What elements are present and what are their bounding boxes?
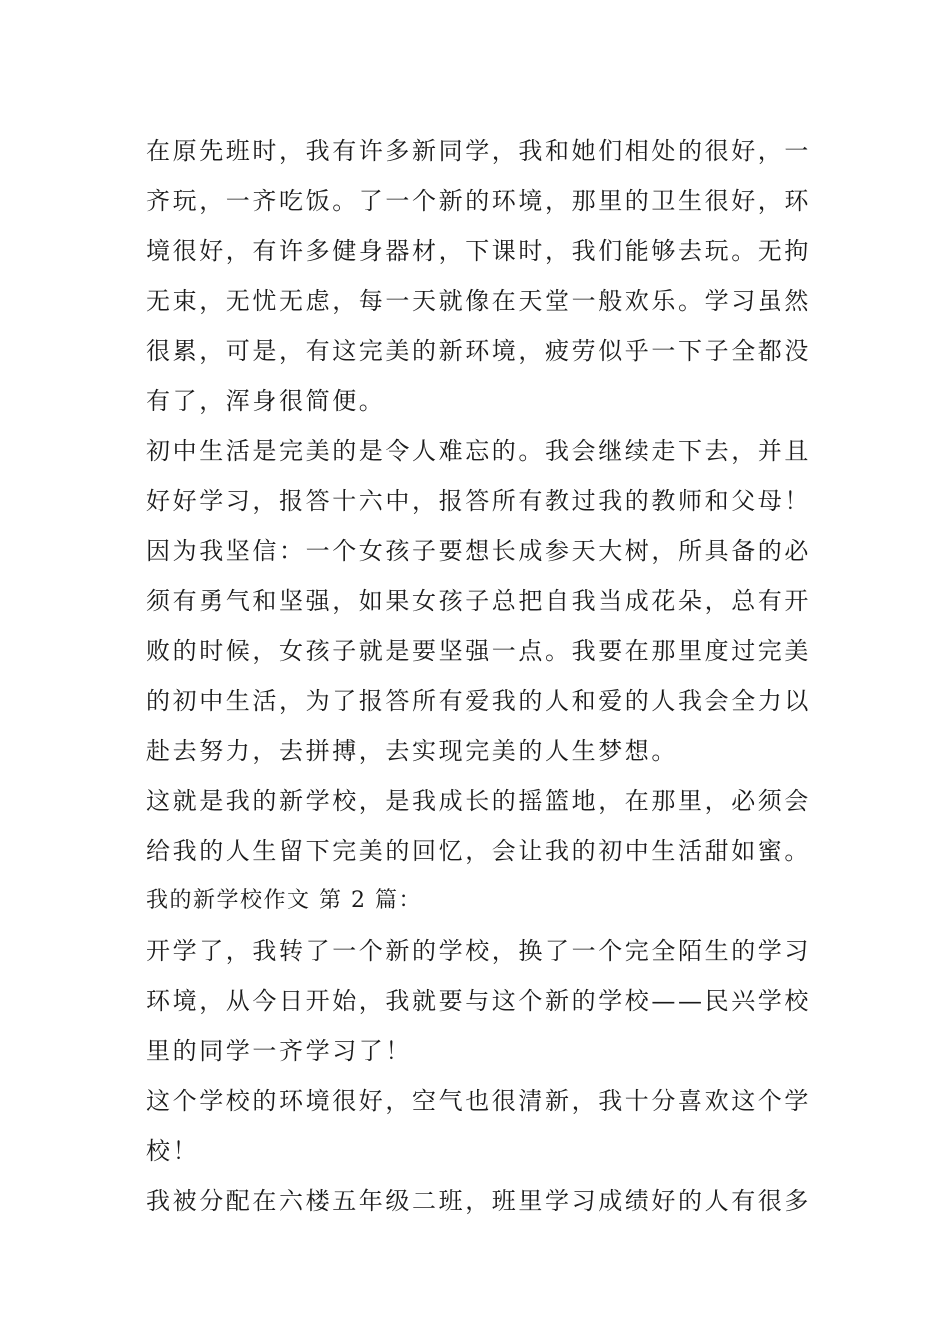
text-line: 我被分配在六楼五年级二班，班里学习成绩好的人有很多	[146, 1187, 811, 1215]
text-line: 齐玩，一齐吃饭。了一个新的环境，那里的卫生很好，环	[146, 187, 811, 215]
text-line: 这个学校的环境很好，空气也很清新，我十分喜欢这个学	[146, 1087, 811, 1115]
essay-body	[146, 126, 810, 1226]
text-line: 环境，从今日开始，我就要与这个新的学校——民兴学校	[146, 987, 811, 1015]
text-line: 赴去努力，去拼搏，去实现完美的人生梦想。	[146, 737, 678, 765]
text-line: 里的同学一齐学习了！	[146, 1037, 412, 1065]
text-line: 境很好，有许多健身器材，下课时，我们能够去玩。无拘	[146, 237, 811, 265]
text-line: 须有勇气和坚强，如果女孩子总把自我当成花朵，总有开	[146, 587, 811, 615]
text-line: 的初中生活，为了报答所有爱我的人和爱的人我会全力以	[146, 687, 811, 715]
text-line: 好好学习，报答十六中，报答所有教过我的教师和父母！	[146, 487, 811, 515]
text-line: 败的时候，女孩子就是要坚强一点。我要在那里度过完美	[146, 637, 811, 665]
text-line: 给我的人生留下完美的回忆，会让我的初中生活甜如蜜。	[146, 837, 811, 865]
text-line: 很累，可是，有这完美的新环境，疲劳似乎一下子全都没	[146, 337, 811, 365]
text-line: 在原先班时，我有许多新同学，我和她们相处的很好，一	[146, 137, 811, 165]
text-line: 初中生活是完美的是令人难忘的。我会继续走下去，并且	[146, 437, 811, 465]
text-line: 这就是我的新学校，是我成长的摇篮地，在那里，必须会	[146, 787, 811, 815]
text-line: 开学了，我转了一个新的学校，换了一个完全陌生的学习	[146, 937, 811, 965]
text-line: 有了，浑身很简便。	[146, 387, 386, 415]
section-heading: 我的新学校作文 第 2 篇：	[146, 888, 422, 913]
text-line: 因为我坚信：一个女孩子要想长成参天大树，所具备的必	[146, 537, 811, 565]
text-line: 校！	[146, 1137, 200, 1165]
text-line: 无束，无忧无虑，每一天就像在天堂一般欢乐。学习虽然	[146, 287, 811, 315]
